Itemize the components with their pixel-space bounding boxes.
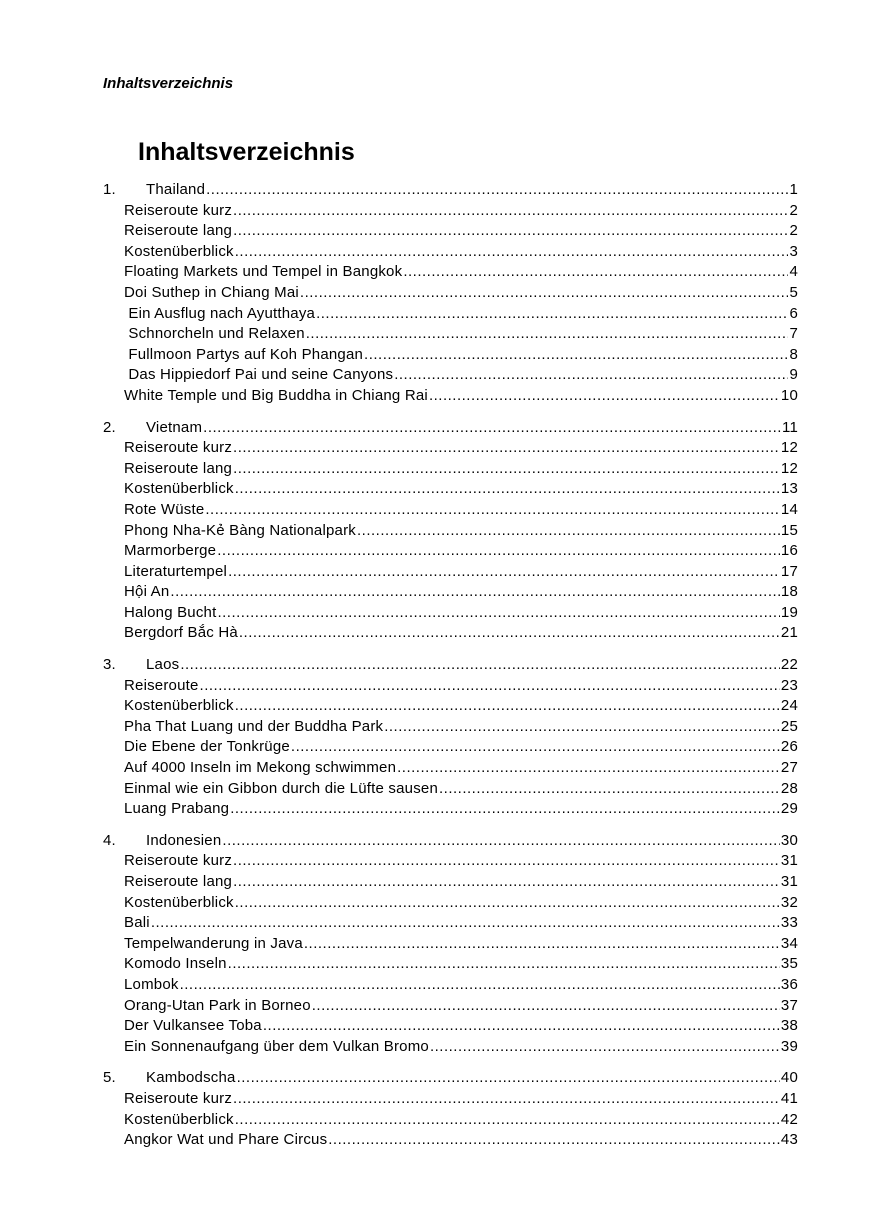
toc-page-number: 12	[780, 439, 798, 457]
dot-leader	[233, 459, 780, 480]
toc-entry[interactable]	[103, 500, 798, 521]
toc-entry-label: Reiseroute kurz	[124, 439, 233, 457]
toc-section-number: 3.	[103, 656, 116, 674]
toc-page-number: 43	[780, 1131, 798, 1149]
toc-page-number: 14	[780, 500, 798, 518]
dot-leader	[306, 324, 789, 345]
dot-leader	[304, 934, 780, 955]
toc-entry-label: Reiseroute lang	[124, 873, 233, 890]
toc-section	[103, 418, 798, 645]
toc-entry[interactable]	[103, 799, 798, 820]
dot-leader	[235, 893, 780, 914]
toc-section-heading[interactable]	[103, 418, 798, 439]
dot-leader	[235, 479, 780, 500]
toc-entry[interactable]	[103, 541, 798, 562]
toc-page-number: 22	[780, 656, 798, 674]
dot-leader	[263, 1016, 780, 1037]
toc-section-number: 5.	[103, 1069, 116, 1087]
toc-entry-label: Literaturtempel	[124, 562, 228, 580]
toc-entry[interactable]	[103, 623, 798, 644]
toc-page-number: 3	[789, 242, 798, 260]
toc-entry-label: Ein Sonnenaufgang über dem Vulkan Bromo	[124, 1037, 429, 1055]
toc-page-number: 25	[780, 717, 798, 735]
toc-entry[interactable]	[103, 779, 798, 800]
toc-page-number: 28	[780, 779, 798, 797]
toc-entry[interactable]	[103, 365, 798, 386]
toc-entry-label: Reiseroute	[124, 676, 199, 694]
toc-entry-label: Luang Prabang	[124, 800, 230, 818]
toc-entry[interactable]	[103, 1016, 798, 1037]
toc-entry-label: Reiseroute kurz	[124, 1089, 233, 1107]
toc-page-number: 4	[789, 263, 798, 281]
toc-page-number: 30	[780, 831, 798, 849]
toc-page-number: 42	[780, 1110, 798, 1128]
toc-entry-label: Kostenüberblick	[124, 242, 234, 260]
toc-page-number: 29	[780, 800, 798, 818]
toc-entry[interactable]	[103, 872, 798, 893]
toc-entry-label: Komodo Inseln	[124, 955, 227, 973]
toc-page-number: 36	[780, 975, 798, 993]
toc-entry[interactable]	[103, 242, 798, 263]
dot-leader	[205, 500, 780, 521]
toc-page-number: 24	[780, 697, 798, 715]
toc-page-number: 16	[780, 542, 798, 560]
dot-leader	[151, 913, 780, 934]
dot-leader	[230, 799, 780, 820]
toc-section-number: 2.	[103, 418, 116, 436]
toc-section-number: 1.	[103, 181, 116, 198]
dot-leader	[206, 180, 788, 201]
toc-entry-label: Kostenüberblick	[124, 1110, 234, 1128]
dot-leader	[429, 386, 780, 407]
toc-page-number: 15	[780, 521, 798, 539]
toc-entry[interactable]	[103, 1089, 798, 1110]
dot-leader	[222, 831, 780, 852]
toc-entry[interactable]	[103, 345, 798, 366]
dot-leader	[394, 365, 788, 386]
toc-entry-label: Schnorcheln und Relaxen	[124, 325, 305, 343]
dot-leader	[170, 582, 780, 603]
toc-entry-label: White Temple und Big Buddha in Chiang Rai	[124, 386, 428, 404]
toc-entry-label: Phong Nha-Kẻ Bàng Nationalpark	[124, 521, 356, 539]
toc-entry-label: Tempelwanderung in Java	[124, 934, 303, 952]
toc-entry-label: Die Ebene der Tonkrüge	[124, 738, 290, 756]
toc-entry-label: Pha That Luang und der Buddha Park	[124, 717, 384, 735]
dot-leader	[235, 242, 789, 263]
dot-leader	[180, 655, 780, 676]
toc-entry-label: Reiseroute kurz	[124, 201, 233, 219]
toc-entry-label: Rote Wüste	[124, 500, 205, 518]
toc-entry-label: Doi Suthep in Chiang Mai	[124, 283, 299, 301]
dot-leader	[316, 304, 788, 325]
toc-section-title: Thailand	[146, 181, 206, 198]
toc-page-number: 26	[780, 738, 798, 756]
toc-entry[interactable]	[103, 1110, 798, 1131]
toc-entry[interactable]	[103, 479, 798, 500]
toc-entry[interactable]	[103, 758, 798, 779]
toc-section	[103, 655, 798, 820]
toc-entry-label: Kostenüberblick	[124, 697, 234, 715]
dot-leader	[233, 1089, 780, 1110]
toc-page-number: 31	[780, 873, 798, 890]
dot-leader	[233, 201, 788, 222]
toc-entry-label: Ein Ausflug nach Ayutthaya	[124, 304, 316, 322]
toc-entry[interactable]	[103, 262, 798, 283]
toc-entry-label: Kostenüberblick	[124, 480, 234, 498]
toc-entry-label: Das Hippiedorf Pai und seine Canyons	[124, 366, 394, 384]
toc-entry[interactable]	[103, 676, 798, 697]
dot-leader	[312, 996, 780, 1017]
dot-leader	[430, 1037, 780, 1058]
toc-entry[interactable]	[103, 283, 798, 304]
dot-leader	[237, 1068, 780, 1089]
toc-page-number: 10	[780, 386, 798, 404]
toc-entry[interactable]	[103, 221, 798, 242]
toc-entry-label: Reiseroute kurz	[124, 852, 233, 870]
toc-entry-label: Reiseroute lang	[124, 459, 233, 477]
toc-page-number: 11	[782, 418, 798, 436]
toc-entry[interactable]	[103, 1130, 798, 1151]
dot-leader	[397, 758, 780, 779]
toc-page-number: 5	[789, 283, 798, 301]
toc-page-number: 1	[789, 181, 798, 198]
toc-page-number: 33	[780, 914, 798, 932]
toc-entry[interactable]	[103, 1037, 798, 1058]
toc-entry-label: Kostenüberblick	[124, 893, 234, 911]
toc-entry-label: Der Vulkansee Toba	[124, 1017, 262, 1035]
toc-section-title: Kambodscha	[146, 1069, 236, 1087]
toc-entry-label: Lombok	[124, 975, 179, 993]
toc-page-number: 2	[789, 201, 798, 219]
toc-entry[interactable]	[103, 696, 798, 717]
toc-page-number: 6	[789, 304, 798, 322]
toc-page-number: 39	[780, 1037, 798, 1055]
toc-page-number: 35	[780, 955, 798, 973]
toc-page-number: 31	[780, 852, 798, 870]
dot-leader	[203, 418, 781, 439]
toc-entry[interactable]	[103, 893, 798, 914]
toc-entry-label: Hội An	[124, 583, 170, 601]
dot-leader	[384, 717, 780, 738]
toc-entry[interactable]	[103, 913, 798, 934]
toc-page-number: 23	[780, 676, 798, 694]
dot-leader	[180, 975, 780, 996]
dot-leader	[235, 1110, 780, 1131]
toc-page-number: 13	[780, 480, 798, 498]
table-of-contents	[103, 180, 798, 1162]
toc-section-number: 4.	[103, 831, 116, 849]
toc-section	[103, 180, 798, 407]
toc-entry[interactable]	[103, 582, 798, 603]
toc-page-number: 32	[780, 893, 798, 911]
toc-entry[interactable]	[103, 717, 798, 738]
running-header: Inhaltsverzeichnis	[103, 75, 234, 92]
toc-page-number: 9	[789, 366, 798, 384]
dot-leader	[235, 696, 780, 717]
toc-page-number: 18	[780, 583, 798, 601]
dot-leader	[403, 262, 788, 283]
dot-leader	[233, 221, 788, 242]
toc-entry[interactable]	[103, 521, 798, 542]
dot-leader	[364, 345, 788, 366]
toc-section	[103, 831, 798, 1058]
toc-page-number: 17	[780, 562, 798, 580]
toc-page-number: 19	[780, 603, 798, 621]
toc-entry[interactable]	[103, 201, 798, 222]
toc-entry[interactable]	[103, 954, 798, 975]
dot-leader	[291, 737, 780, 758]
toc-entry[interactable]	[103, 459, 798, 480]
toc-page-number: 38	[780, 1017, 798, 1035]
toc-entry[interactable]	[103, 934, 798, 955]
dot-leader	[357, 521, 780, 542]
dot-leader	[233, 851, 780, 872]
toc-entry[interactable]	[103, 324, 798, 345]
toc-page-number: 8	[789, 345, 798, 363]
toc-page-number: 41	[780, 1089, 798, 1107]
toc-page-number: 12	[780, 459, 798, 477]
toc-entry-label: Floating Markets und Tempel in Bangkok	[124, 263, 403, 281]
toc-entry[interactable]	[103, 851, 798, 872]
dot-leader	[439, 779, 780, 800]
dot-leader	[200, 676, 780, 697]
toc-section-heading[interactable]	[103, 831, 798, 852]
toc-page-number: 21	[780, 624, 798, 642]
toc-section-heading[interactable]	[103, 1068, 798, 1089]
dot-leader	[233, 872, 780, 893]
toc-entry[interactable]	[103, 304, 798, 325]
toc-entry-label: Reiseroute lang	[124, 222, 233, 240]
dot-leader	[217, 603, 779, 624]
toc-entry-label: Bergdorf Bắc Hà	[124, 624, 238, 642]
toc-entry[interactable]	[103, 975, 798, 996]
toc-section-title: Indonesien	[146, 831, 222, 849]
toc-entry[interactable]	[103, 386, 798, 407]
toc-title: Inhaltsverzeichnis	[138, 138, 355, 166]
toc-entry-label: Auf 4000 Inseln im Mekong schwimmen	[124, 759, 397, 777]
dot-leader	[233, 438, 780, 459]
toc-page-number: 27	[780, 759, 798, 777]
dot-leader	[239, 623, 780, 644]
dot-leader	[328, 1130, 780, 1151]
toc-entry[interactable]	[103, 438, 798, 459]
toc-page-number: 7	[789, 325, 798, 343]
toc-entry-label: Bali	[124, 914, 150, 932]
toc-entry-label: Halong Bucht	[124, 603, 217, 621]
toc-entry-label: Einmal wie ein Gibbon durch die Lüfte sausen	[124, 779, 438, 797]
dot-leader	[228, 954, 780, 975]
toc-entry-label: Marmorberge	[124, 542, 217, 560]
toc-entry[interactable]	[103, 737, 798, 758]
toc-entry-label: Fullmoon Partys auf Koh Phangan	[124, 345, 364, 363]
toc-section-title: Vietnam	[146, 418, 203, 436]
toc-entry[interactable]	[103, 996, 798, 1017]
toc-page-number: 37	[780, 996, 798, 1014]
toc-page-number: 34	[780, 934, 798, 952]
toc-section-heading[interactable]	[103, 180, 798, 201]
toc-section-heading[interactable]	[103, 655, 798, 676]
toc-page-number: 2	[789, 222, 798, 240]
toc-entry-label: Angkor Wat und Phare Circus	[124, 1131, 328, 1149]
toc-entry[interactable]	[103, 603, 798, 624]
toc-entry-label: Orang-Utan Park in Borneo	[124, 996, 311, 1014]
toc-entry[interactable]	[103, 562, 798, 583]
toc-section-title: Laos	[146, 656, 180, 674]
dot-leader	[228, 562, 780, 583]
toc-section	[103, 1068, 798, 1150]
toc-page-number: 40	[780, 1069, 798, 1087]
dot-leader	[300, 283, 789, 304]
dot-leader	[217, 541, 780, 562]
